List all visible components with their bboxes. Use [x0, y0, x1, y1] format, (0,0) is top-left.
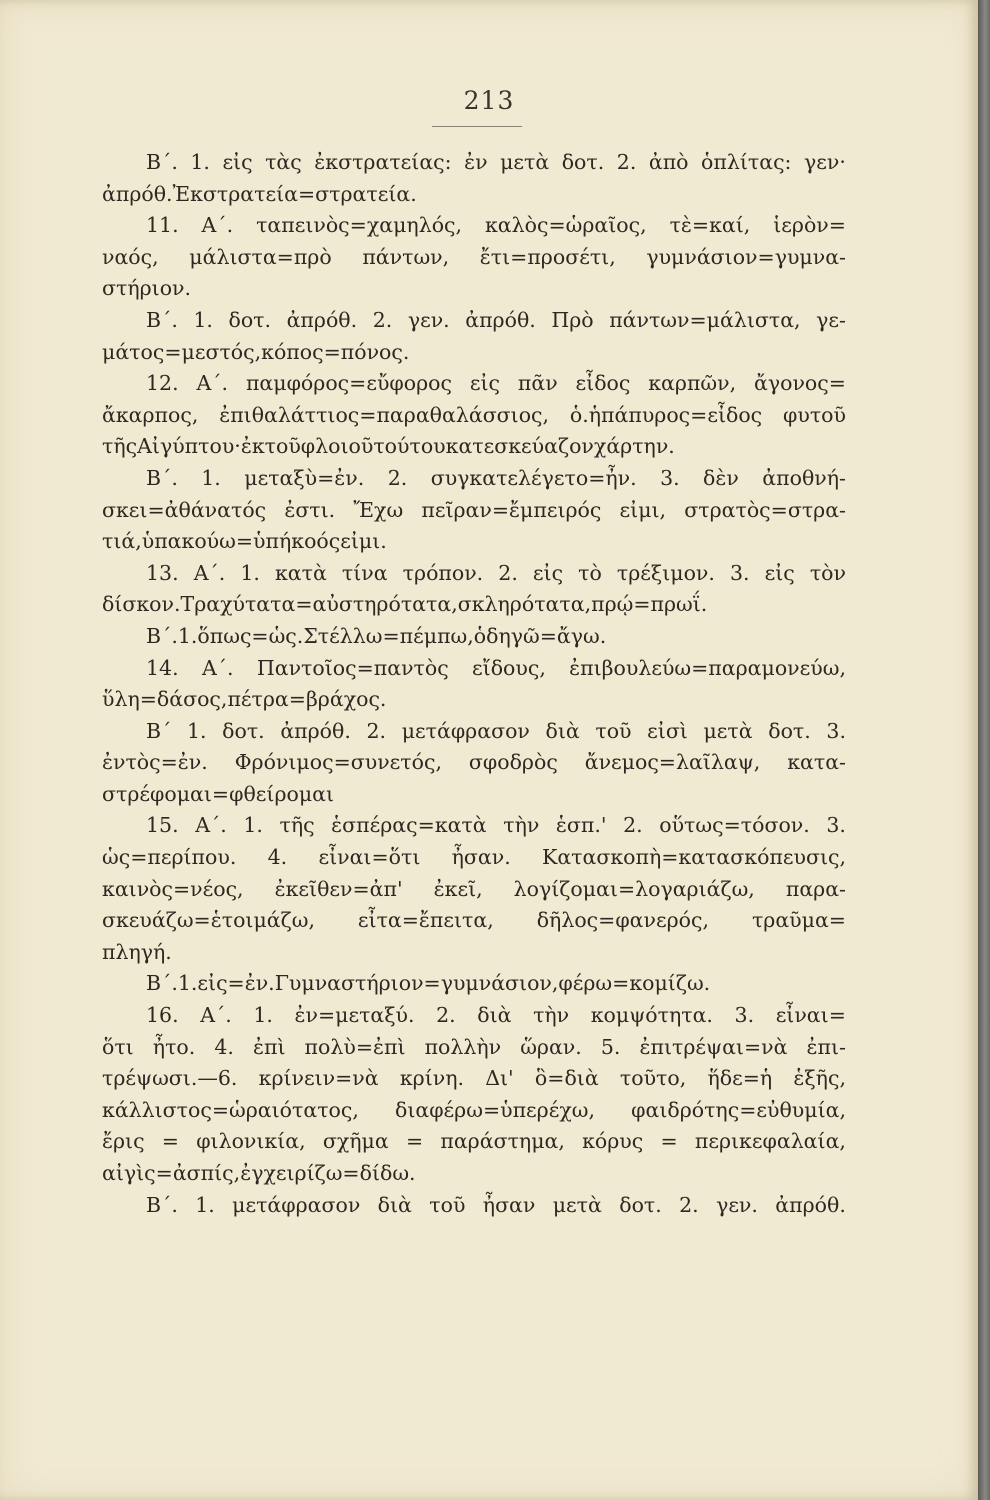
page-body-text — [102, 150, 846, 1224]
text-line: ὡς=περίπου. 4. εἶναι=ὅτι ἦσαν. Κατασκοπὴ=κατασκόπευσις, — [102, 845, 846, 870]
text-line: 12. Α΄. παμφόρος=εὔφορος εἰς πᾶν εἶδος καρπῶν, ἄγονος= — [146, 371, 846, 396]
text-line: ἐντὸς=ἐν. Φρόνιμος=συνετός, σφοδρὸς ἄνεμος=λαῖλαψ, κατα- — [102, 750, 846, 775]
text-line: 11. Α΄. ταπεινὸς=χαμηλός, καλὸς=ὡραῖος, τὲ=καί, ἱερὸν= — [146, 213, 846, 238]
page-edge — [978, 0, 990, 1500]
text-line: ναός, μάλιστα=πρὸ πάντων, ἔτι=προσέτι, γυμνάσιον=γυμνα- — [102, 244, 846, 269]
text-line: ἔρις = φιλονικία, σχῆμα = παράστημα, κόρυς = περικεφαλαία, — [102, 1129, 846, 1154]
text-line: καινὸς=νέος, ἐκεῖθεν=ἀπ' ἐκεῖ, λογίζομαι=λογαριάζω, παρα- — [102, 876, 846, 901]
text-line: Β΄. 1. εἰς τὰς ἐκστρατείας: ἐν μετὰ δοτ. 2. ἀπὸ ὁπλίτας: γεν· — [146, 150, 846, 174]
text-line: ἄκαρπος, ἐπιθαλάττιος=παραθαλάσσιος, ὁ.ἡπάπυρος=εἶδος φυτοῦ — [102, 402, 846, 427]
text-line: Β΄. 1. μετάφρασον διὰ τοῦ ἦσαν μετὰ δοτ. 2. γεν. ἀπρόθ. — [146, 1192, 846, 1217]
text-line: ὕλη=δάσος, πέτρα=βράχος. — [102, 687, 387, 712]
text-line: 13. Α΄. 1. κατὰ τίνα τρόπον. 2. εἰς τὸ τρέξιμον. 3. εἰς τὸν — [146, 560, 846, 585]
text-line: Β΄. 1. ὅπως=ὡς. Στέλλω=πέμπω, ὁδηγῶ=ἄγω. — [146, 623, 607, 648]
text-line: στήριον. — [102, 276, 192, 301]
text-line: μάτος=μεστός, κόπος=πόνος. — [102, 339, 410, 364]
text-line: σκει=ἀθάνατός ἐστι. Ἔχω πεῖραν=ἔμπειρός εἰμι, στρατὸς=στρα- — [102, 497, 846, 522]
text-line: πληγή. — [102, 939, 172, 964]
text-line: κάλλιστος=ὡραιότατος, διαφέρω=ὑπερέχω, φαιδρότης=εὐθυμία, — [102, 1097, 846, 1122]
text-line: αἰγὶς=ἀσπίς, ἐγχειρίζω=δίδω. — [102, 1161, 416, 1185]
text-line: Β΄ 1. δοτ. ἀπρόθ. 2. μετάφρασον διὰ τοῦ εἰσὶ μετὰ δοτ. 3. — [146, 718, 846, 743]
text-line: Β΄. 1. εἰς=ἐν. Γυμναστήριον=γυμνάσιον, φέρω=κομίζω. — [146, 971, 711, 996]
text-line: τρέψωσι.—6. κρίνειν=νὰ κρίνη. Δι' ὃ=διὰ τοῦτο, ἥδε=ἡ ἑξῆς, — [102, 1066, 846, 1091]
text-line: ὅτι ἦτο. 4. ἐπὶ πολὺ=ἐπὶ πολλὴν ὥραν. 5. ἐπιτρέψαι=νὰ ἐπι- — [102, 1034, 846, 1059]
text-line: ἀπρόθ. Ἐκστρατεία=στρατεία. — [102, 181, 417, 206]
text-line: 15. Α΄. 1. τῆς ἑσπέρας=κατὰ τὴν ἑσπ.' 2. οὕτως=τόσον. 3. — [146, 813, 846, 838]
text-line: Β΄. 1. δοτ. ἀπρόθ. 2. γεν. ἀπρόθ. Πρὸ πάντων=μάλιστα, γε- — [146, 307, 846, 332]
text-line: τιά, ὑπακούω=ὑπήκοός εἰμι. — [102, 529, 387, 554]
text-line: στρέφομαι=φθείρομαι — [102, 781, 335, 806]
text-line: δίσκον. Τραχύτατα=αὐστηρότατα, σκληρότατα, πρῴ=πρωΐ. — [102, 592, 708, 617]
text-line: τῆς Αἰγύπτου· ἐκ τοῦ φλοιοῦ τούτου κατεσκεύαζον χάρτην. — [102, 434, 675, 459]
page-number-rule — [432, 126, 522, 127]
text-line: 14. Α΄. Παντοῖος=παντὸς εἴδους, ἐπιβουλεύω=παραμονεύω, — [146, 655, 846, 680]
text-line: 16. Α΄. 1. ἐν=μεταξύ. 2. διὰ τὴν κομψότητα. 3. εἶναι= — [146, 1003, 846, 1028]
text-line: σκευάζω=ἑτοιμάζω, εἶτα=ἔπειτα, δῆλος=φανερός, τραῦμα= — [102, 908, 846, 933]
page-number: 213 — [463, 86, 515, 115]
text-line: Β΄. 1. μεταξὺ=ἐν. 2. συγκατελέγετο=ἦν. 3. δὲν ἀποθνή- — [146, 465, 846, 490]
